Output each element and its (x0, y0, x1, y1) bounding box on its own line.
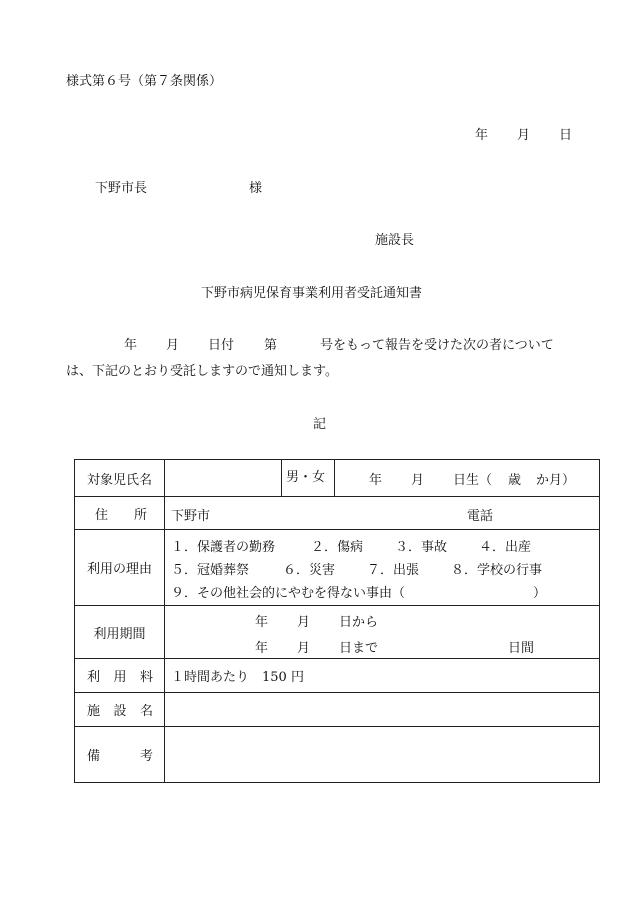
period-to-year: 年 (255, 641, 269, 656)
fee-label-3: 料 (139, 670, 153, 685)
table-row-facility (75, 693, 600, 727)
reason-9-close: ） (533, 586, 547, 601)
period-field[interactable] (165, 606, 600, 659)
period-from-label: 日から (339, 615, 379, 630)
address-city: 下野市 (171, 509, 211, 524)
birthdate-cell[interactable] (335, 460, 600, 497)
period-days-label: 日間 (508, 641, 535, 656)
period-from-year: 年 (255, 615, 269, 630)
reason-1: １．保護者の勤務 (171, 540, 276, 555)
form-table (74, 459, 600, 783)
gender-cell[interactable] (282, 460, 335, 497)
birth-month-label: 月 (411, 473, 425, 488)
facility-label-1: 施 (87, 704, 101, 719)
table-row-address (75, 497, 600, 530)
address-field[interactable] (165, 497, 600, 530)
reason-label: 利用の理由 (75, 530, 165, 606)
date-year-label: 年 (475, 128, 489, 143)
address-label-1: 住 (95, 507, 109, 523)
address-label-2: 所 (133, 507, 147, 523)
body-number-prefix: 第 (264, 338, 278, 353)
reason-9: ９．その他社会的にやむを得ない事由（ (171, 586, 406, 601)
reason-8: ８．学校の行事 (451, 563, 543, 578)
gender-options: 男・女 (286, 470, 326, 485)
child-name-field[interactable] (165, 460, 282, 497)
birth-year-label: 年 (369, 473, 383, 488)
phone-label: 電話 (467, 509, 494, 524)
period-label: 利用期間 (75, 606, 165, 659)
table-row-fee (75, 659, 600, 693)
reason-7: ７．出張 (367, 563, 420, 578)
table-row-period (75, 606, 600, 659)
ki-label: 記 (313, 417, 327, 432)
body-day-suffix: 日付 (208, 338, 235, 353)
period-from-month: 月 (297, 615, 311, 630)
body-month: 月 (166, 338, 180, 353)
table-row-reason (75, 530, 600, 606)
reason-5: ５．冠婚葬祭 (171, 563, 250, 578)
birth-day-label: 日生（ (453, 473, 493, 488)
document-title: 下野市病児保育事業利用者受託通知書 (201, 286, 423, 301)
reason-2: ２．傷病 (311, 540, 364, 555)
remarks-label (75, 727, 165, 783)
facility-field[interactable] (165, 693, 600, 727)
body-line1-rest: 号をもって報告を受けた次の者について (320, 338, 554, 353)
reason-field[interactable] (165, 530, 600, 606)
reason-4: ４．出産 (479, 540, 532, 555)
body-year: 年 (124, 338, 138, 353)
period-to-month: 月 (297, 641, 311, 656)
date-month-label: 月 (517, 128, 531, 143)
remarks-label-2: 考 (139, 749, 153, 764)
reason-6: ６．災害 (283, 563, 336, 578)
months-label: か月） (536, 473, 576, 488)
facility-label-2: 設 (113, 704, 127, 719)
fee-value: １時間あたり 150 円 (171, 670, 304, 685)
addressee-name: 下野市長 (95, 181, 148, 196)
fee-label (75, 659, 165, 693)
reason-3: ３．事故 (395, 540, 448, 555)
fee-label-2: 用 (113, 670, 127, 685)
addressee-honorific: 様 (249, 181, 263, 196)
body-line2: は、下記のとおり受託しますので通知します。 (66, 364, 338, 379)
remarks-label-1: 備 (87, 749, 101, 764)
fee-label-1: 利 (87, 670, 101, 685)
date-day-label: 日 (559, 128, 573, 143)
table-row-child-name (75, 460, 600, 497)
facility-label-3: 名 (139, 704, 153, 719)
table-row-remarks (75, 727, 600, 783)
fee-field (165, 659, 600, 693)
period-to-label: 日まで (339, 641, 379, 656)
sender-title: 施設長 (375, 233, 415, 248)
facility-label (75, 693, 165, 727)
remarks-field[interactable] (165, 727, 600, 783)
child-name-label: 対象児氏名 (75, 460, 165, 497)
address-label (75, 497, 165, 530)
form-number: 様式第６号（第７条関係） (66, 74, 223, 89)
age-label: 歳 (508, 473, 522, 488)
